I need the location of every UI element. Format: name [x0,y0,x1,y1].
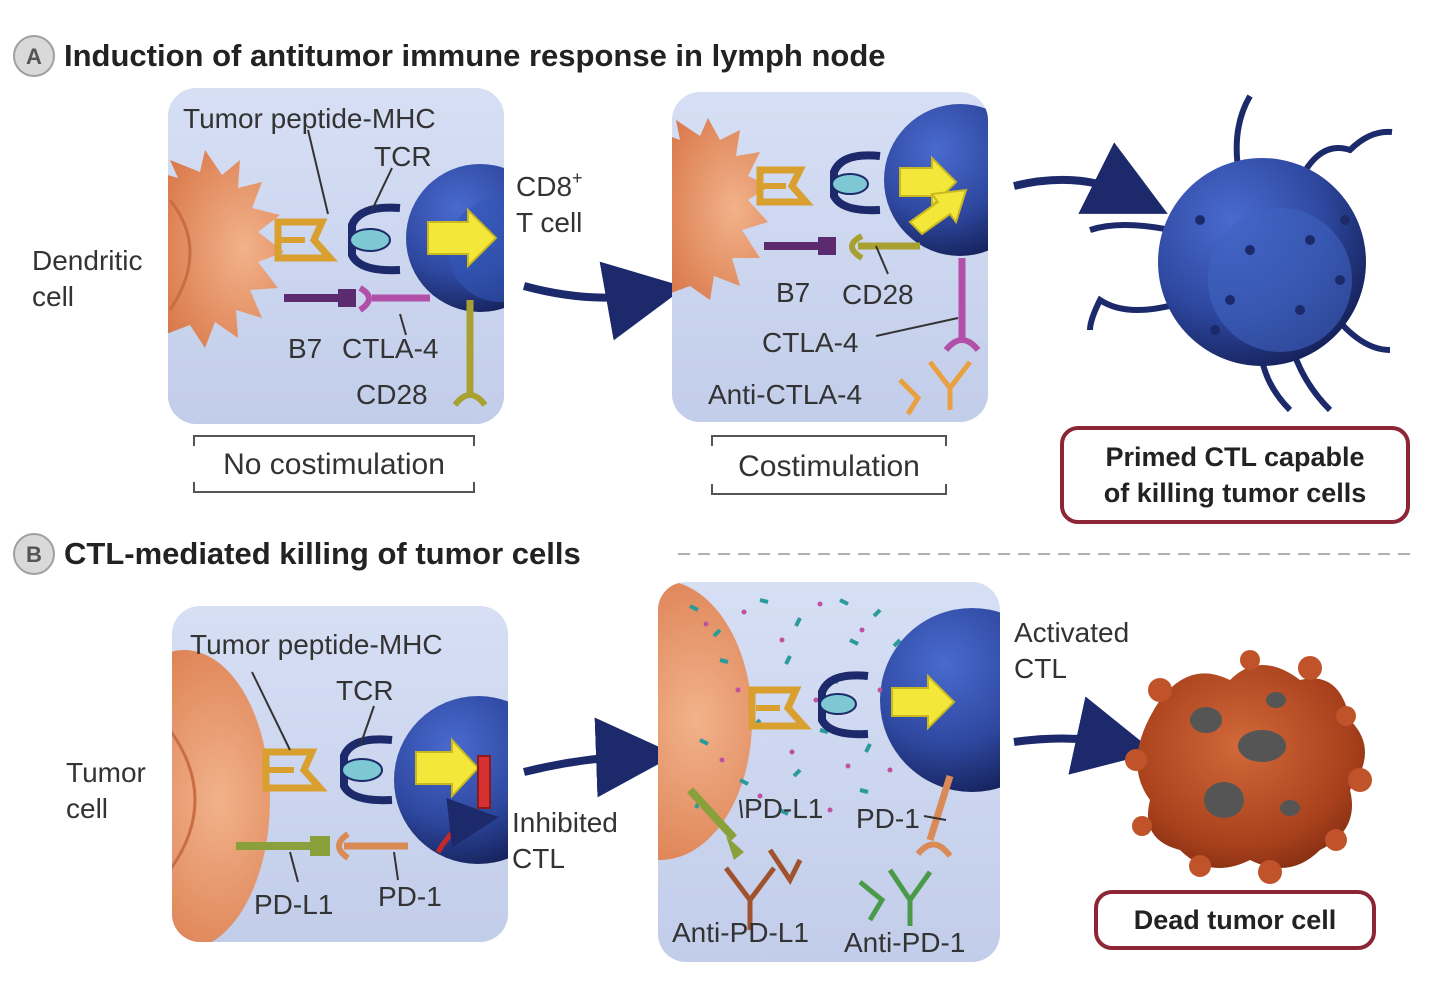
arrow-b1 [524,756,636,772]
no-costimulation-label: No costimulation [223,448,445,481]
dendritic-cell-label-line1: Dendritic [32,245,143,276]
box-b2 [568,580,1064,962]
a1-b7-label: B7 [288,333,323,364]
b2-anti-pdl1-label: Anti-PD-L1 [672,917,809,948]
b1-pd1-label: PD-1 [378,881,442,912]
panel-a-title: Induction of antitumor immune response in lymph node [64,38,886,73]
b1-tumor-peptide-mhc-label: Tumor peptide-MHC [190,629,443,660]
b2-pd1-label: PD-1 [856,803,920,834]
activated-ctl-line1: Activated [1014,617,1130,648]
b1-tcr-label: TCR [336,675,394,706]
a1-cd28-label: CD28 [356,379,428,410]
dead-tumor-cell [1125,650,1372,884]
box-b1 [98,606,562,950]
cd8-label-main: CD8 [516,171,573,202]
cd8-label [516,168,583,202]
dendritic-cell-label-line2: cell [32,281,75,312]
badge-a-letter: A [26,44,42,69]
a2-cd28-label: CD28 [842,279,914,310]
a2-ctla4-label: CTLA-4 [762,327,859,358]
dead-tumor-cell-label: Dead tumor cell [1133,905,1337,935]
primed-ctl-line2: of killing tumor cells [1103,478,1367,508]
t-cell-label: T cell [516,207,583,238]
arrow-a1 [524,286,646,298]
a1-ctla4-label: CTLA-4 [342,333,439,364]
primed-ctl-result-box [1062,428,1408,522]
a1-tcr-label: TCR [374,141,432,172]
box-a2 [652,92,1036,422]
a1-tumor-peptide-mhc-label: Tumor peptide-MHC [183,103,436,134]
primed-ctl [1090,96,1392,410]
activated-ctl-line2: CTL [1014,653,1067,684]
tumor-cell-label-line1: Tumor [66,757,146,788]
b2-anti-pd1-label: Anti-PD-1 [844,927,966,958]
panel-b [14,534,1410,962]
badge-b-letter: B [26,542,42,567]
a2-anti-ctla4-label: Anti-CTLA-4 [708,379,863,410]
inhibited-ctl-line1: Inhibited [512,807,618,838]
bracket-costimulation [712,436,946,494]
arrow-a2 [1014,180,1132,196]
panel-b-title: CTL-mediated killing of tumor cells [64,536,581,571]
arrow-b2 [1014,738,1116,744]
panel-a [14,36,1408,522]
a2-b7-label: B7 [776,277,811,308]
tumor-cell-label-line2: cell [66,793,109,824]
cd8-label-sup: + [572,168,583,188]
primed-ctl-line1: Primed CTL capable [1105,442,1365,472]
bracket-no-costimulation [194,436,474,492]
b2-pdl1-label: PD-L1 [744,793,824,824]
inhibited-ctl-line2: CTL [512,843,565,874]
tumor-cell [98,650,270,950]
dead-tumor-cell-result-box [1096,892,1374,948]
b1-pdl1-label: PD-L1 [254,889,334,920]
box-a1 [150,88,554,424]
costimulation-label: Costimulation [738,450,920,483]
